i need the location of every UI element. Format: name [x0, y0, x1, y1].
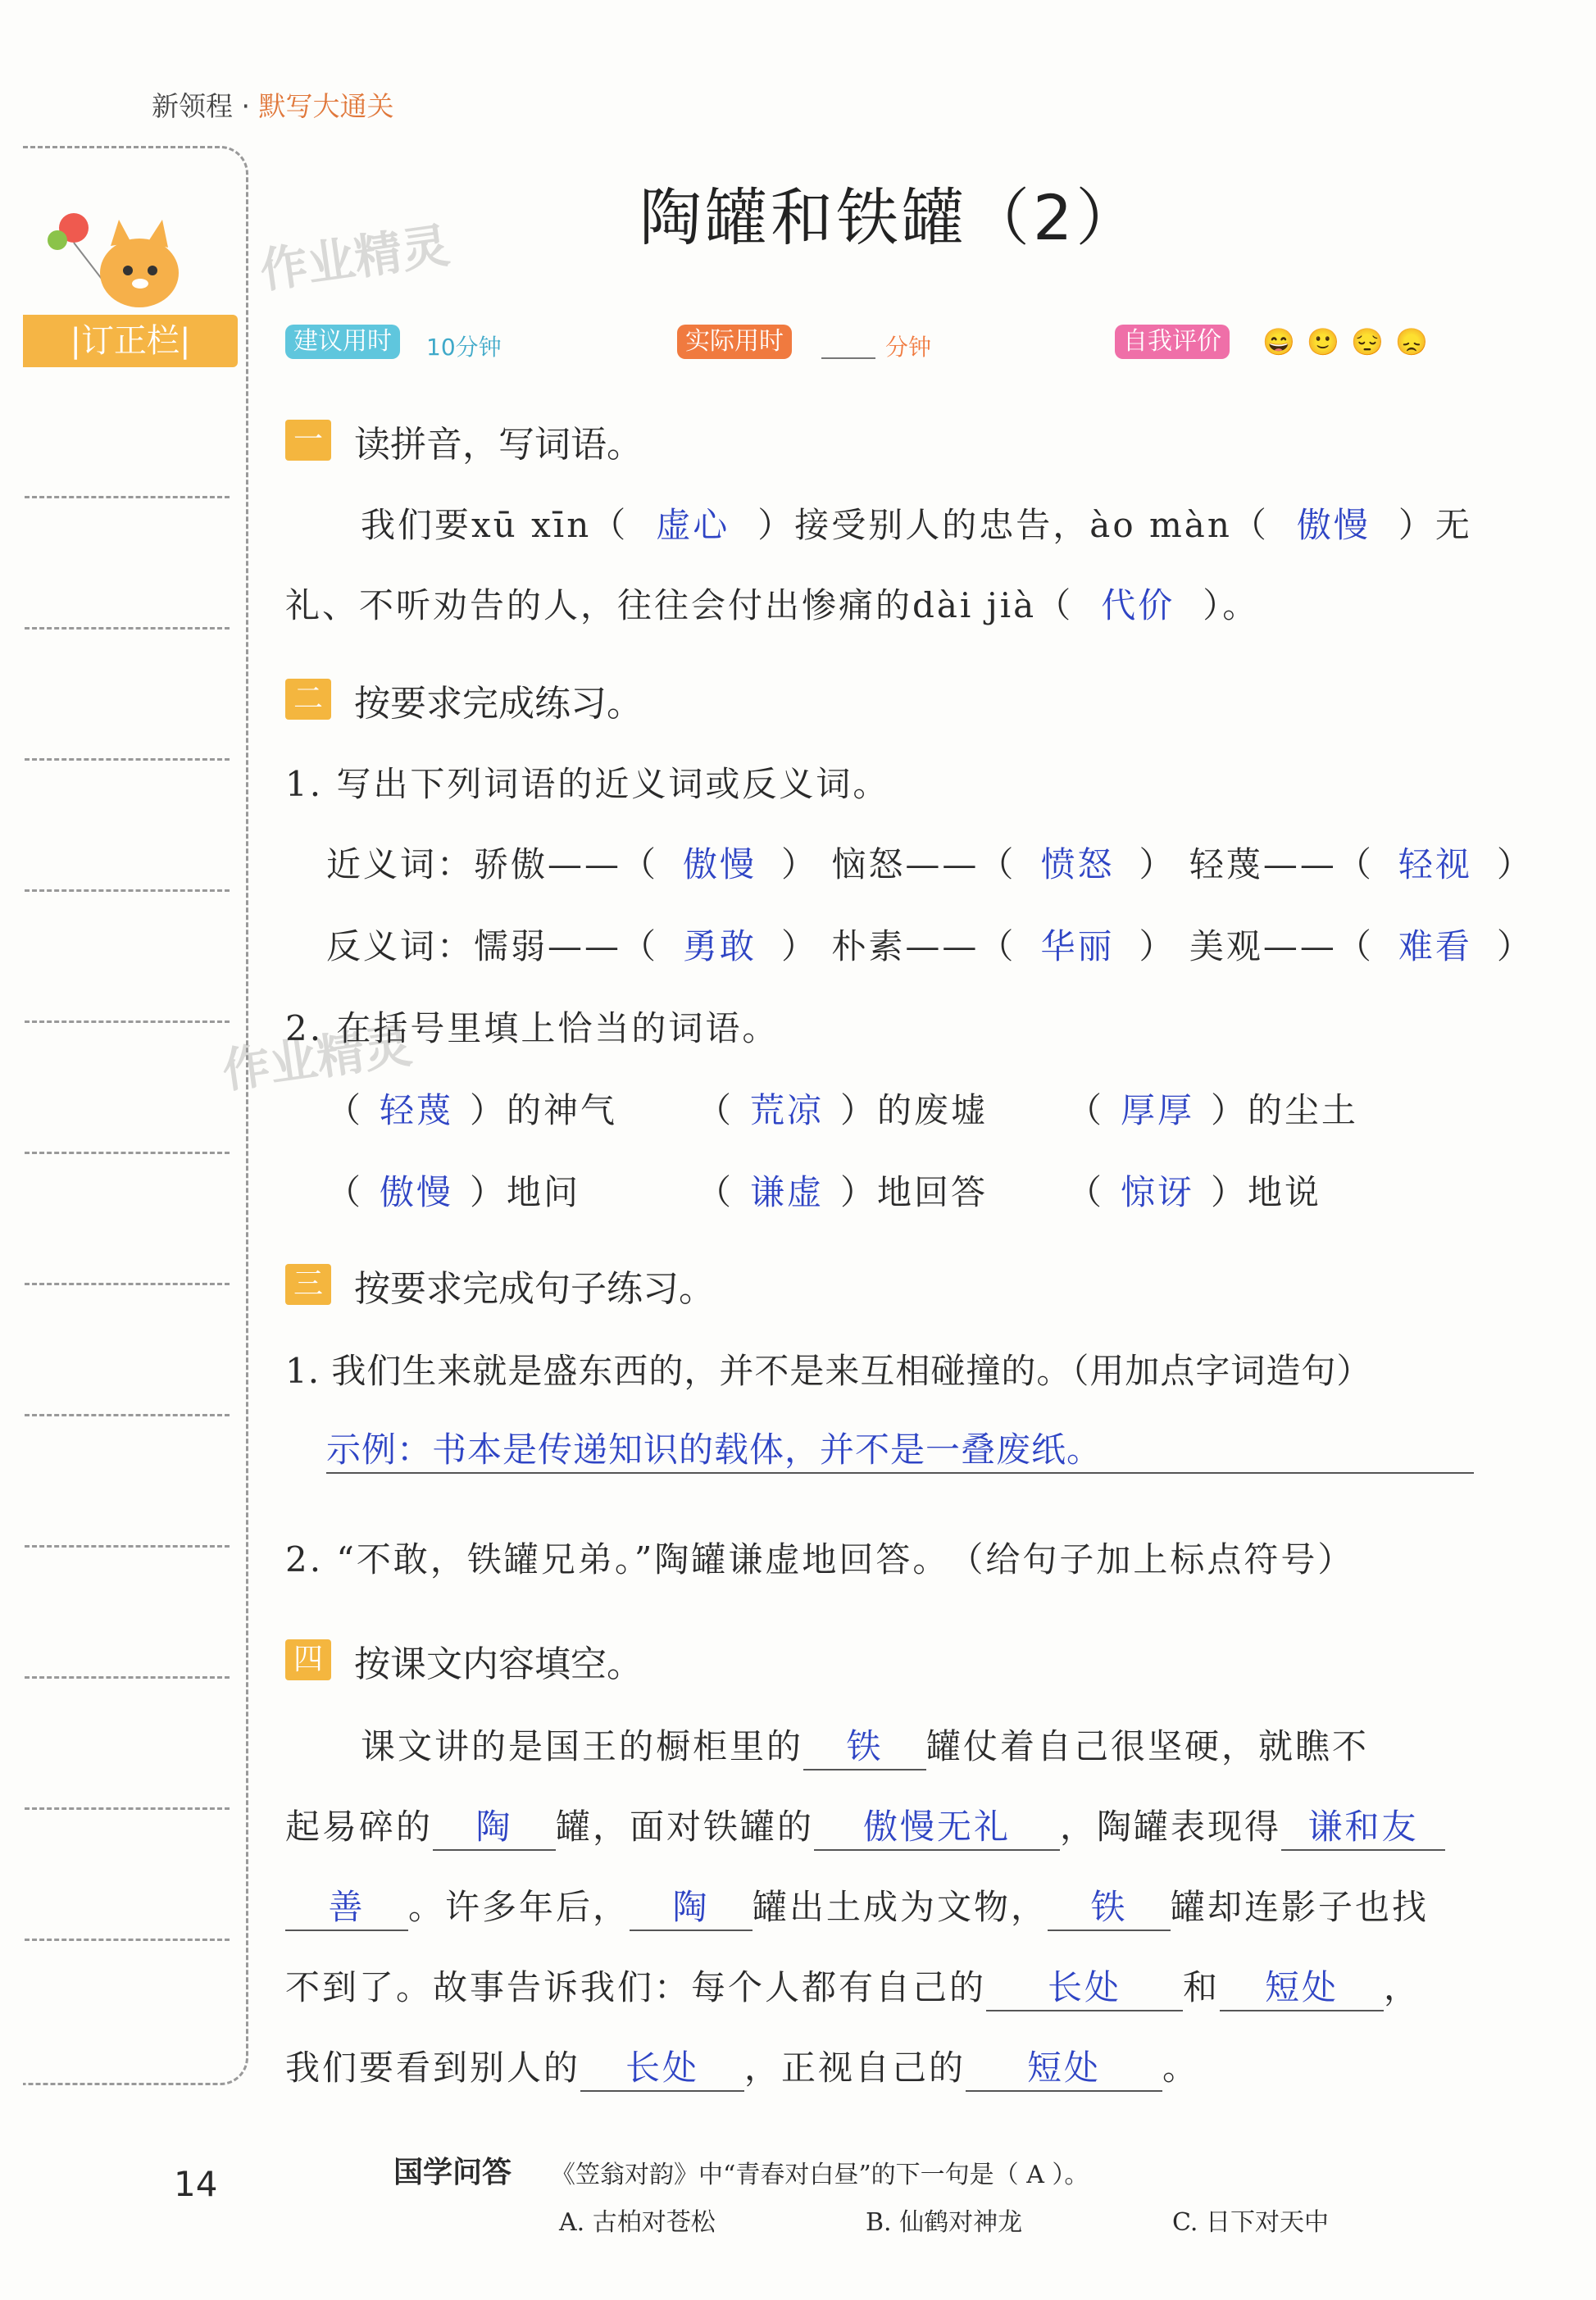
word: ）: [1139, 926, 1176, 966]
guoxue-option-a: A. 古柏对苍松: [559, 2208, 716, 2237]
word: 恼怒——（: [831, 844, 1016, 884]
line-text: 起易碎的: [285, 1807, 434, 1847]
answer-blank: 短处: [1220, 1961, 1384, 2011]
sidebar-divider: [25, 758, 230, 761]
q2-sentence: 2. “不敢，铁罐兄弟。”陶罐谦虚地回答。: [285, 1539, 950, 1580]
section2-q1: 1. 写出下列词语的近义词或反义词。: [285, 764, 890, 804]
sidebar-divider: [25, 1283, 230, 1285]
section4-line5: [285, 2041, 1199, 2092]
sidebar-divider: [25, 496, 230, 498]
antonym-label: 反义词：: [326, 926, 475, 966]
sidebar-divider: [25, 1020, 230, 1023]
answer-blank: 铁: [803, 1720, 926, 1770]
answer: 轻视: [1398, 844, 1472, 884]
fill-item: [697, 1084, 988, 1133]
sidebar-divider: [25, 1152, 230, 1154]
grin-face-icon[interactable]: 😄: [1262, 326, 1297, 357]
actual-time-label: 实际用时: [677, 325, 792, 359]
page-number: 14: [174, 2164, 218, 2204]
watermark: 作业精灵: [257, 217, 453, 299]
line-text: ，陶罐表现得: [1060, 1807, 1282, 1847]
fill-item: [326, 1084, 617, 1133]
section2-q2: 2. 在括号里填上恰当的词语。: [285, 1008, 780, 1048]
word: 懦弱——（: [474, 926, 659, 966]
bracket: （: [697, 1172, 734, 1212]
answer-blank: 谦和友: [1281, 1800, 1445, 1851]
answer-blank: 铁: [1048, 1880, 1171, 1931]
section4-line2: [285, 1800, 1445, 1851]
section4-title: 按课文内容填空。: [354, 1643, 643, 1685]
answer-blank: 陶: [433, 1800, 556, 1851]
answer-blank: 陶: [630, 1880, 753, 1931]
guoxue-label: 国学问答: [393, 2156, 512, 2189]
smile-face-icon[interactable]: 🙂: [1307, 326, 1341, 357]
actual-time-unit: 分钟: [885, 334, 932, 361]
fill-item: [697, 1166, 988, 1215]
answer-blank: 傲慢无礼: [814, 1800, 1060, 1851]
answer: 愤怒: [1040, 844, 1115, 884]
section4-line1: [361, 1720, 1369, 1770]
word: ）: [781, 844, 819, 884]
line-text: 和: [1183, 1967, 1221, 2007]
sidebar-divider: [25, 1545, 230, 1548]
upset-face-icon[interactable]: 😞: [1395, 326, 1430, 357]
answer-daijia: 代价: [1101, 585, 1175, 625]
answer-aoman: 傲慢: [1296, 505, 1371, 545]
phrase: ）地回答: [840, 1172, 989, 1212]
guoxue-question: 《笠翁对韵》中“青春对白昼”的下一句是（ A ）。: [551, 2161, 1089, 2189]
word: ）: [1496, 844, 1534, 884]
bracket: （: [697, 1090, 734, 1130]
series-subtitle: 默写大通关: [258, 90, 394, 122]
phrase: ）的废墟: [840, 1090, 989, 1130]
word: ）: [1139, 844, 1176, 884]
phrase: ）的尘土: [1211, 1090, 1359, 1130]
sad-face-icon[interactable]: 😔: [1351, 326, 1385, 357]
section2-badge: 二: [285, 679, 331, 720]
section3-q1-answer: 示例：书本是传递知识的载体，并不是一叠废纸。: [326, 1423, 1474, 1474]
sidebar-divider: [25, 1414, 230, 1416]
actual-time-blank: [821, 357, 875, 359]
answer-blank: 长处: [580, 2041, 744, 2092]
section1-title: 读拼音，写词语。: [354, 424, 643, 466]
guoxue-option-c: C. 日下对天中: [1172, 2208, 1329, 2237]
sidebar-divider: [25, 1676, 230, 1679]
fill-item: [326, 1166, 580, 1215]
self-eval-label: 自我评价: [1115, 325, 1230, 359]
section3-badge: 三: [285, 1264, 331, 1305]
section3-q2: [285, 1533, 1354, 1582]
phrase: ）地说: [1211, 1172, 1322, 1212]
section4-line4: [285, 1961, 1421, 2011]
answer: 华丽: [1040, 926, 1115, 966]
answer: 轻蔑: [380, 1090, 454, 1130]
section4-line3: [285, 1880, 1429, 1931]
line-text: 罐出土成为文物，: [753, 1887, 1048, 1927]
answer: 荒凉: [750, 1090, 825, 1130]
word: 骄傲——（: [474, 844, 659, 884]
page-title: 陶罐和铁罐（2）: [639, 181, 1142, 254]
answer-blank: 长处: [986, 1961, 1183, 2011]
line-text: 。许多年后，: [408, 1887, 630, 1927]
fill-item: [1067, 1166, 1321, 1215]
watermark: 作业精灵: [219, 1017, 416, 1099]
synonym-row: [326, 838, 1534, 887]
bracket: （: [326, 1090, 364, 1130]
self-eval-faces: [1262, 326, 1430, 357]
line-text: ）无: [1398, 505, 1472, 545]
guoxue-option-b: B. 仙鹤对神龙: [866, 2208, 1023, 2237]
answer: 谦虚: [750, 1172, 825, 1212]
answer: 傲慢: [380, 1172, 454, 1212]
line-text: 罐，面对铁罐的: [556, 1807, 815, 1847]
word: ）: [781, 926, 819, 966]
series-name: 新领程: [152, 90, 233, 122]
section2-title: 按要求完成练习。: [354, 683, 643, 725]
sidebar-divider: [25, 1939, 230, 1941]
line-text: 我们要看到别人的: [285, 2048, 581, 2088]
word: 轻蔑——（: [1189, 844, 1374, 884]
section1-line1: [361, 498, 1472, 548]
line-text: 罐仗着自己很坚硬，就瞧不: [926, 1726, 1370, 1766]
line-text: 礼、不听劝告的人，往往会付出惨痛的dài jià（: [285, 585, 1074, 625]
word: ）: [1496, 926, 1534, 966]
sidebar-divider: [25, 889, 230, 892]
q2-instruction: （给句子加上标点符号）: [966, 1539, 1355, 1580]
section1-line2: [285, 579, 1259, 628]
sidebar-divider: [25, 1807, 230, 1810]
cat-mascot-icon: [33, 195, 205, 318]
word: 美观——（: [1189, 926, 1374, 966]
fill-item: [1067, 1084, 1358, 1133]
phrase: ）的神气: [470, 1090, 618, 1130]
word: 朴素——（: [831, 926, 1016, 966]
synonym-label: 近义词：: [326, 844, 475, 884]
line-text: ，: [1384, 1967, 1421, 2007]
answer: 傲慢: [683, 844, 757, 884]
section3-q1: 1. 我们生来就是盛东西的，并不是来互相碰撞的。（用加点字词造句）: [285, 1351, 1372, 1391]
answer-blank: 短处: [966, 2041, 1162, 2092]
section3-title: 按要求完成句子练习。: [354, 1268, 715, 1310]
section1-badge: 一: [285, 420, 331, 461]
suggested-time-value: 10分钟: [426, 334, 502, 361]
correction-label: |订正栏|: [23, 315, 238, 367]
bracket: （: [1067, 1090, 1105, 1130]
answer: 惊讶: [1121, 1172, 1195, 1212]
sidebar-divider: [25, 627, 230, 630]
answer-xuxin: 虚心: [656, 505, 730, 545]
antonym-row: [326, 920, 1534, 969]
bracket: （: [1067, 1172, 1105, 1212]
suggested-time-label: 建议用时: [285, 325, 400, 359]
line-text: 课文讲的是国王的橱柜里的: [361, 1726, 804, 1766]
answer-blank: 善: [285, 1880, 408, 1931]
line-text: 。: [1162, 2048, 1200, 2088]
line-text: ，正视自己的: [744, 2048, 966, 2088]
line-text: 罐却连影子也找: [1171, 1887, 1430, 1927]
correction-sidebar: [23, 146, 248, 2085]
section4-badge: 四: [285, 1639, 331, 1680]
line-text: ）。: [1203, 585, 1260, 625]
answer: 勇敢: [683, 926, 757, 966]
bracket: （: [326, 1172, 364, 1212]
line-text: ）接受别人的忠告，ào màn（: [757, 505, 1269, 545]
line-text: 我们要xū xīn（: [361, 505, 629, 545]
answer: 厚厚: [1121, 1090, 1195, 1130]
series-header: [152, 85, 394, 124]
answer: 难看: [1398, 926, 1472, 966]
phrase: ）地问: [470, 1172, 581, 1212]
line-text: 不到了。故事告诉我们：每个人都有自己的: [285, 1967, 987, 2007]
series-dot: ·: [241, 90, 250, 122]
